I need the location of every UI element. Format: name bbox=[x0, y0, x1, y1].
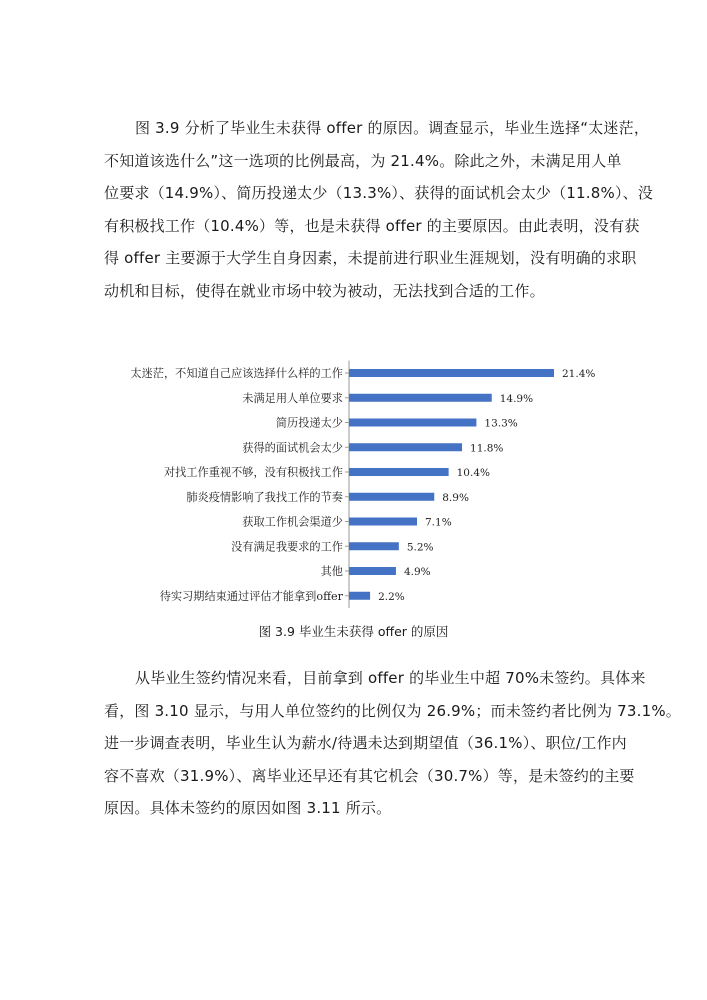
paragraph-line: 原因。具体未签约的原因如图 3.11 所示。 bbox=[104, 799, 392, 818]
paragraph-line: 图 3.9 分析了毕业生未获得 offer 的原因。调查显示，毕业生选择“太迷茫， bbox=[135, 119, 650, 137]
bar bbox=[349, 542, 399, 550]
value-label: 2.2% bbox=[378, 590, 405, 603]
bar bbox=[349, 567, 396, 575]
paragraph-line: 不知道该选什么”这一选项的比例最高，为 21.4%。除此之外，未满足用人单 bbox=[104, 151, 622, 170]
category-label: 待实习期结束通过评估才能拿到offer bbox=[159, 589, 343, 603]
value-label: 14.9% bbox=[499, 392, 534, 405]
value-label: 4.9% bbox=[403, 566, 431, 578]
paragraph-line: 得 offer 主要源于大学生自身因素，未提前进行职业生涯规划，没有明确的求职 bbox=[104, 249, 637, 268]
category-label: 太迷茫，不知道自己应该选择什么样的工作 bbox=[130, 367, 343, 380]
bar bbox=[349, 592, 370, 600]
bar bbox=[349, 493, 434, 501]
paragraph-signing-status bbox=[104, 662, 681, 825]
value-label: 7.1% bbox=[425, 516, 452, 529]
paragraph-line: 从毕业生签约情况来看，目前拿到 offer 的毕业生中超 70%未签约。具体来 bbox=[135, 669, 646, 687]
paragraph-line: 有积极找工作（10.4%）等，也是未获得 offer 的主要原因。由此表明，没有获 bbox=[104, 216, 640, 235]
bar bbox=[349, 419, 476, 427]
category-label: 没有满足我要求的工作 bbox=[231, 540, 343, 554]
bar bbox=[349, 369, 554, 377]
bar bbox=[349, 518, 417, 526]
paragraph-line: 位要求（14.9%）、简历投递太少（13.3%）、获得的面试机会太少（11.8%）、没 bbox=[104, 184, 654, 203]
paragraph-line: 进一步调查表明，毕业生认为薪水/待遇未达到期望值（36.1%）、职位/工作内 bbox=[104, 734, 627, 753]
category-label: 简历投递太少 bbox=[275, 416, 343, 430]
value-label: 11.8% bbox=[470, 442, 504, 455]
value-label: 5.2% bbox=[406, 541, 434, 554]
value-label: 8.9% bbox=[442, 491, 469, 504]
category-label: 获得的面试机会太少 bbox=[242, 441, 343, 455]
bar bbox=[349, 443, 462, 451]
paragraph-line: 动机和目标，使得在就业市场中较为被动，无法找到合适的工作。 bbox=[104, 281, 545, 300]
paragraph-line: 容不喜欢（31.9%）、离毕业还早还有其它机会（30.7%）等，是未签约的主要 bbox=[104, 766, 635, 785]
category-label: 对找工作重视不够，没有积极找工作 bbox=[163, 466, 343, 479]
value-label: 21.4% bbox=[562, 368, 596, 380]
bar bbox=[349, 468, 449, 476]
figure-caption: 图 3.9 毕业生未获得 offer 的原因 bbox=[258, 624, 449, 639]
value-label: 10.4% bbox=[456, 467, 490, 479]
category-label: 未满足用人单位要求 bbox=[242, 391, 343, 405]
bar bbox=[349, 394, 492, 402]
paragraph-line: 看，图 3.10 显示，与用人单位签约的比例仅为 26.9%；而未签约者比例为 73.1%。 bbox=[104, 701, 681, 720]
value-label: 13.3% bbox=[484, 417, 518, 430]
category-label: 肺炎疫情影响了我找工作的节奏 bbox=[186, 490, 343, 504]
category-label: 获取工作机会渠道少 bbox=[242, 515, 343, 529]
category-label: 其他 bbox=[320, 565, 343, 578]
